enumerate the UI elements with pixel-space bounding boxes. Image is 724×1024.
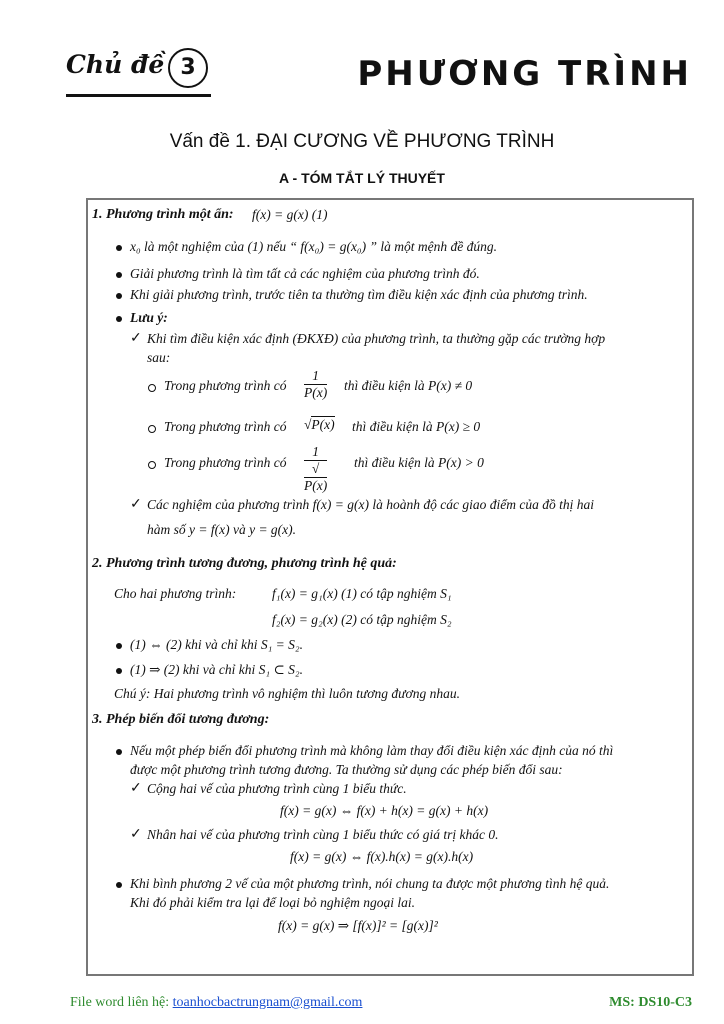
circle-bullet <box>148 425 156 433</box>
section-title: Vấn đề 1. ĐẠI CƯƠNG VỀ PHƯƠNG TRÌNH <box>169 131 555 152</box>
o3-prefix: Trong phương trình có <box>164 455 287 470</box>
circle-bullet <box>148 461 156 469</box>
fraction-2-radicand: P(x) <box>304 478 328 493</box>
p2-equation-2: f₂(x) = g₂(x) (2) có tập nghiệm S₂ <box>272 612 452 627</box>
section-subtitle: A - TÓM TẮT LÝ THUYẾT <box>279 170 445 186</box>
p3-bullet-2-line1: Khi bình phương 2 vế của một phương trình, nói chung ta được một phương tình hệ quả. <box>130 876 610 891</box>
p2-note: Chú ý: Hai phương trình vô nghiệm thì luôn tương đương nhau. <box>114 686 460 701</box>
footer-label: File word liên hệ: <box>70 995 173 1010</box>
p2-bullet-2: (1) ⇒ (2) khi và chỉ khi S₁ ⊂ S₂. <box>130 662 303 677</box>
fraction-1-num: 1 <box>304 368 327 385</box>
p1-check-1-line2: sau: <box>147 350 171 365</box>
o1-prefix: Trong phương trình có <box>164 378 287 393</box>
note-label: Lưu ý: <box>130 310 168 325</box>
topic-number-badge: 3 <box>168 48 208 88</box>
heading-2: 2. Phương trình tương đương, phương trình hệ quả: <box>92 556 397 571</box>
fraction-2 <box>304 444 327 494</box>
check-icon: ✓ <box>130 331 142 346</box>
bullet <box>116 316 122 322</box>
o2-suffix: thì điều kiện là P(x) ≥ 0 <box>352 419 481 434</box>
p3-bullet-1-line1: Nếu một phép biến đổi phương trình mà không làm thay đổi điều kiện xác định của nó thì <box>130 743 614 758</box>
p1-bullet-3: Khi giải phương trình, trước tiên ta thường tìm điều kiện xác định của phương trình. <box>130 287 588 302</box>
p1-check-2-line1: Các nghiệm của phương trình f(x) = g(x) là hoành độ các giao điểm của đồ thị hai <box>147 497 594 512</box>
bullet <box>116 668 122 674</box>
bullet <box>116 293 122 299</box>
p2-bullet-1: (1) ⇔ (2) khi và chỉ khi S₁ = S₂. <box>130 637 303 652</box>
check-icon: ✓ <box>130 497 142 512</box>
fraction-1-den: P(x) <box>304 385 328 400</box>
p3-bullet-1-line2: được một phương trình tương đương. Ta thường sử dụng các phép biến đổi sau: <box>130 762 563 777</box>
footer-email-link[interactable]: toanhocbactrungnam@gmail.com <box>172 995 363 1010</box>
p3-check-2: Nhân hai vế của phương trình cùng 1 biểu thức có giá trị khác 0. <box>147 827 499 842</box>
bullet <box>116 643 122 649</box>
p1-bullet-2: Giải phương trình là tìm tất cả các nghiệm của phương trình đó. <box>130 266 480 281</box>
p2-intro: Cho hai phương trình: <box>114 586 237 601</box>
heading-1: 1. Phương trình một ẩn: <box>92 207 234 222</box>
p3-formula-3: f(x) = g(x) ⇒ [f(x)]² = [g(x)]² <box>278 918 438 933</box>
p3-formula-1: f(x) = g(x) ⇔ f(x) + h(x) = g(x) + h(x) <box>280 803 489 818</box>
circle-bullet <box>148 384 156 392</box>
p1-check-1-line1: Khi tìm điều kiện xác định (ĐKXĐ) của phương trình, ta thường gặp các trường hợp <box>147 331 606 346</box>
o3-suffix: thì điều kiện là P(x) > 0 <box>354 455 484 470</box>
o2-prefix: Trong phương trình có <box>164 419 287 434</box>
formula-1: f(x) = g(x) (1) <box>252 207 328 222</box>
p3-bullet-2-line2: Khi đó phải kiểm tra lại để loại bỏ nghiệm ngoại lai. <box>130 895 415 910</box>
chapter-title: PHƯƠNG TRÌNH <box>357 54 692 94</box>
bullet <box>116 749 122 755</box>
bullet <box>116 272 122 278</box>
bullet <box>116 245 122 251</box>
footer-contact <box>70 995 362 1011</box>
sqrt-1-radicand: P(x) <box>311 417 335 432</box>
p2-equation-1: f₁(x) = g₁(x) (1) có tập nghiệm S₁ <box>272 586 452 601</box>
fraction-1 <box>304 368 327 401</box>
p3-check-1: Cộng hai vế của phương trình cùng 1 biểu thức. <box>147 781 407 796</box>
topic-prefix: Chủ đề <box>66 50 165 79</box>
check-icon: ✓ <box>130 827 142 842</box>
p3-formula-2: f(x) = g(x) ⇔ f(x).h(x) = g(x).h(x) <box>290 849 474 864</box>
p1-check-2-line2: hàm số y = f(x) và y = g(x). <box>147 522 297 537</box>
fraction-2-num: 1 <box>304 444 327 461</box>
footer-code: MS: DS10-C3 <box>609 995 692 1010</box>
sqrt-1: √P(x) <box>304 417 335 432</box>
header-underline <box>66 94 211 97</box>
fraction-2-den: √ P(x) <box>304 461 328 493</box>
o1-suffix: thì điều kiện là P(x) ≠ 0 <box>344 378 473 393</box>
bullet <box>116 882 122 888</box>
heading-3: 3. Phép biến đổi tương đương: <box>92 712 270 727</box>
p1-bullet-1: x₀ là một nghiệm của (1) nếu “ f(x₀) = g(x₀) ” là một mệnh đề đúng. <box>130 239 497 254</box>
check-icon: ✓ <box>130 781 142 796</box>
